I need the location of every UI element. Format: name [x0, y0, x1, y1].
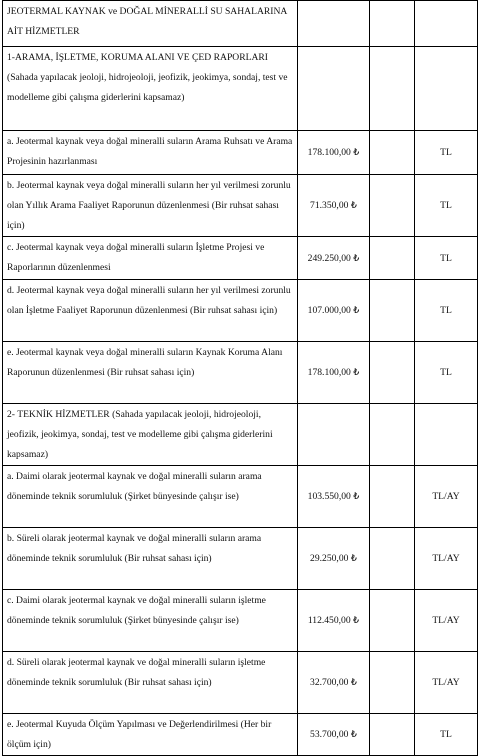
blank-cell [370, 714, 415, 756]
unit-cell [415, 47, 478, 131]
unit-cell: TL [415, 175, 478, 237]
amount-cell: 32.700,00 ₺ [298, 652, 370, 714]
amount-cell: 29.250,00 ₺ [298, 528, 370, 590]
blank-cell [370, 342, 415, 404]
table-row [3, 47, 478, 131]
table-row [3, 590, 478, 652]
amount-cell: 178.100,00 ₺ [298, 342, 370, 404]
unit-cell: TL/AY [415, 466, 478, 528]
header-cell-amount [298, 1, 370, 47]
item-description: a. Daimi olarak jeotermal kaynak ve doğal mineralli suların arama döneminde teknik sorumluluk (Şirket bünyesinde çalışır ise) [3, 466, 298, 528]
table-row [3, 237, 478, 280]
table-row [3, 280, 478, 342]
table-row [3, 714, 478, 756]
table-row [3, 404, 478, 466]
item-description: a. Jeotermal kaynak veya doğal mineralli suların Arama Ruhsatı ve Arama Projesinin hazırlanması [3, 131, 298, 175]
services-fee-table [2, 0, 478, 756]
unit-cell: TL [415, 714, 478, 756]
table-title: JEOTERMAL KAYNAK ve DOĞAL MİNERALLİ SU SAHALARINA AİT HİZMETLER [3, 1, 298, 47]
item-description: d. Jeotermal kaynak veya doğal mineralli suların her yıl verilmesi zorunlu olan İşletme Faaliyet Raporunun düzenlenmesi (Bir ruhsat sahası için) [3, 280, 298, 342]
table-header-row [3, 1, 478, 47]
table-row [3, 466, 478, 528]
section-description: 1-ARAMA, İŞLETME, KORUMA ALANI VE ÇED RAPORLARI (Sahada yapılacak jeoloji, hidrojeoloji, jeofizik, jeokimya, sondaj, test ve modelleme gibi çalışma giderlerini kapsamaz) [3, 47, 298, 131]
table-row [3, 131, 478, 175]
unit-cell: TL [415, 342, 478, 404]
unit-cell: TL/AY [415, 652, 478, 714]
blank-cell [370, 404, 415, 466]
header-cell-blank [370, 1, 415, 47]
blank-cell [370, 280, 415, 342]
unit-cell: TL/AY [415, 590, 478, 652]
item-description: e. Jeotermal Kuyuda Ölçüm Yapılması ve Değerlendirilmesi (Her bir ölçüm için) [3, 714, 298, 756]
blank-cell [370, 652, 415, 714]
blank-cell [370, 466, 415, 528]
item-description: d. Süreli olarak jeotermal kaynak ve doğal mineralli suların işletme döneminde teknik sorumluluk (Bir ruhsat sahası için) [3, 652, 298, 714]
item-description: c. Daimi olarak jeotermal kaynak ve doğal mineralli suların işletme döneminde teknik sorumluluk (Şirket bünyesinde çalışır ise) [3, 590, 298, 652]
table-row [3, 652, 478, 714]
header-cell-unit [415, 1, 478, 47]
item-description: b. Süreli olarak jeotermal kaynak ve doğal mineralli suların arama döneminde teknik sorumluluk (Bir ruhsat sahası için) [3, 528, 298, 590]
amount-cell: 249.250,00 ₺ [298, 237, 370, 280]
section-description: 2- TEKNİK HİZMETLER (Sahada yapılacak jeoloji, hidrojeoloji, jeofizik, jeokimya, sondaj, test ve modelleme gibi çalışma giderlerini kapsamaz) [3, 404, 298, 466]
table-row [3, 342, 478, 404]
amount-cell [298, 47, 370, 131]
item-description: b. Jeotermal kaynak veya doğal mineralli suların her yıl verilmesi zorunlu olan Yıllık Arama Faaliyet Raporunun düzenlenmesi (Bir ruhsat sahası için) [3, 175, 298, 237]
table-row [3, 175, 478, 237]
amount-cell: 53.700,00 ₺ [298, 714, 370, 756]
item-description: c. Jeotermal kaynak veya doğal mineralli suların İşletme Projesi ve Raporlarının düzenlenmesi [3, 237, 298, 280]
blank-cell [370, 47, 415, 131]
blank-cell [370, 131, 415, 175]
unit-cell [415, 404, 478, 466]
amount-cell [298, 404, 370, 466]
unit-cell: TL [415, 280, 478, 342]
unit-cell: TL [415, 237, 478, 280]
amount-cell: 178.100,00 ₺ [298, 131, 370, 175]
item-description: e. Jeotermal kaynak veya doğal mineralli suların Kaynak Koruma Alanı Raporunun düzenlenmesi (Bir ruhsat sahası için) [3, 342, 298, 404]
unit-cell: TL/AY [415, 528, 478, 590]
amount-cell: 71.350,00 ₺ [298, 175, 370, 237]
blank-cell [370, 528, 415, 590]
amount-cell: 103.550,00 ₺ [298, 466, 370, 528]
table-row [3, 528, 478, 590]
amount-cell: 112.450,00 ₺ [298, 590, 370, 652]
blank-cell [370, 590, 415, 652]
amount-cell: 107.000,00 ₺ [298, 280, 370, 342]
unit-cell: TL [415, 131, 478, 175]
blank-cell [370, 237, 415, 280]
blank-cell [370, 175, 415, 237]
